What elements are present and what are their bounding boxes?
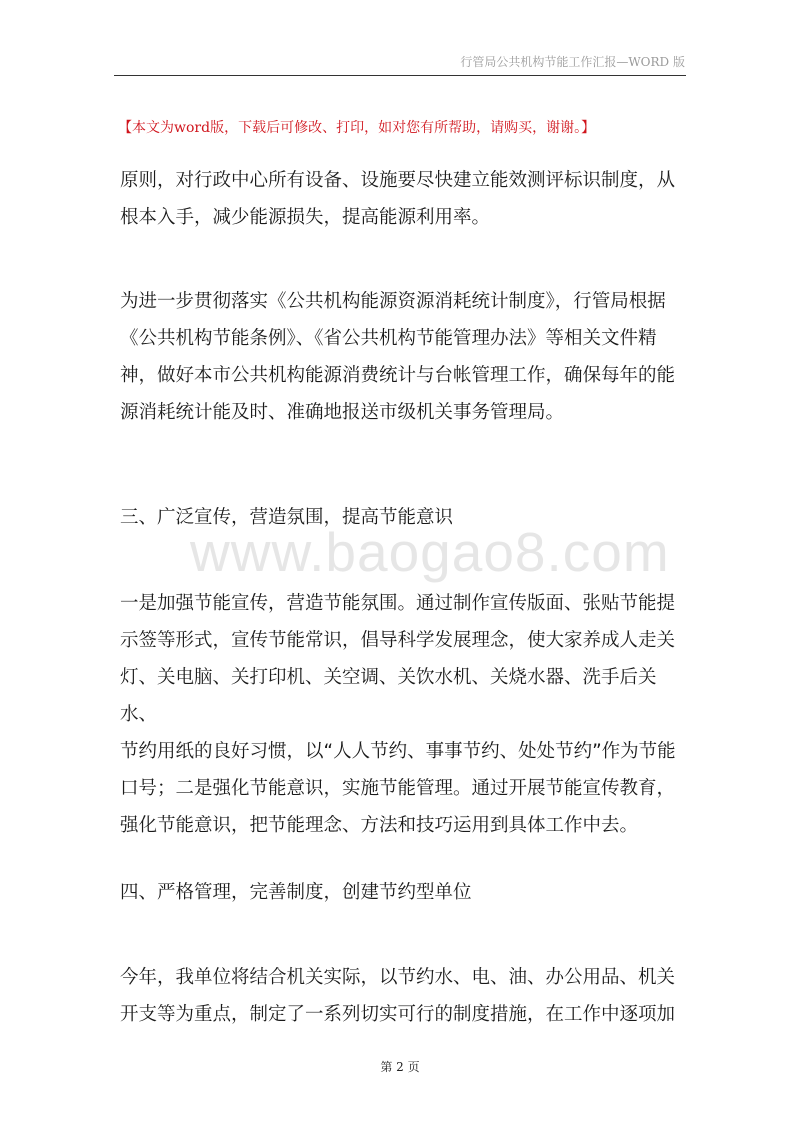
heading-line: 三、广泛宣传，营造氛围，提高节能意识	[120, 507, 454, 528]
text-line: 今年，我单位将结合机关实际，以节约水、电、油、办公用品、机关	[120, 967, 676, 988]
section-heading-3	[120, 499, 690, 536]
text-line: 《公共机构节能条例》、《省公共机构节能管理办法》等相关文件精	[120, 328, 657, 349]
text-line: 为进一步贯彻落实《公共机构能源资源消耗统计制度》，行管局根据	[120, 291, 666, 312]
text-line: 一是加强节能宣传，营造节能氛围。通过制作宣传版面、张贴节能提	[120, 593, 676, 614]
purchase-notice: 【本文为word版，下载后可修改、打印，如对您有所帮助，请购买，谢谢。】	[118, 120, 596, 136]
page-number: 第 2 页	[380, 1060, 420, 1074]
text-line: 神，做好本市公共机构能源消费统计与台帐管理工作，确保每年的能	[120, 365, 676, 386]
text-line: 原则，对行政中心所有设备、设施要尽快建立能效测评标识制度，从	[120, 170, 676, 191]
text-line: 灯、关电脑、关打印机、关空调、关饮水机、关烧水器、洗手后关水、	[120, 667, 657, 725]
text-line: 强化节能意识，把节能理念、方法和技巧运用到具体工作中去。	[120, 815, 639, 836]
heading-line: 四、严格管理，完善制度，创建节约型单位	[120, 882, 472, 903]
text-line: 示签等形式，宣传节能常识，倡导科学发展理念，使大家养成人走关	[120, 630, 676, 651]
paragraph-4	[120, 959, 690, 1033]
header-rule	[114, 75, 686, 76]
section-heading-4	[120, 874, 690, 911]
header-title: 行管局公共机构节能工作汇报—WORD 版	[460, 55, 685, 69]
watermark: www.baogao8.com	[190, 521, 670, 583]
paragraph-1	[120, 162, 690, 236]
text-line: 口号；二是强化节能意识，实施节能管理。通过开展节能宣传教育，	[120, 778, 676, 799]
text-line: 根本入手，减少能源损失，提高能源利用率。	[120, 207, 491, 228]
paragraph-3	[120, 585, 690, 844]
text-line: 节约用纸的良好习惯，以“人人节约、事事节约、处处节约”作为节能	[120, 741, 676, 762]
text-line: 源消耗统计能及时、准确地报送市级机关事务管理局。	[120, 402, 565, 423]
text-line: 开支等为重点，制定了一系列切实可行的制度措施，在工作中逐项加	[120, 1004, 676, 1025]
paragraph-2	[120, 283, 690, 431]
